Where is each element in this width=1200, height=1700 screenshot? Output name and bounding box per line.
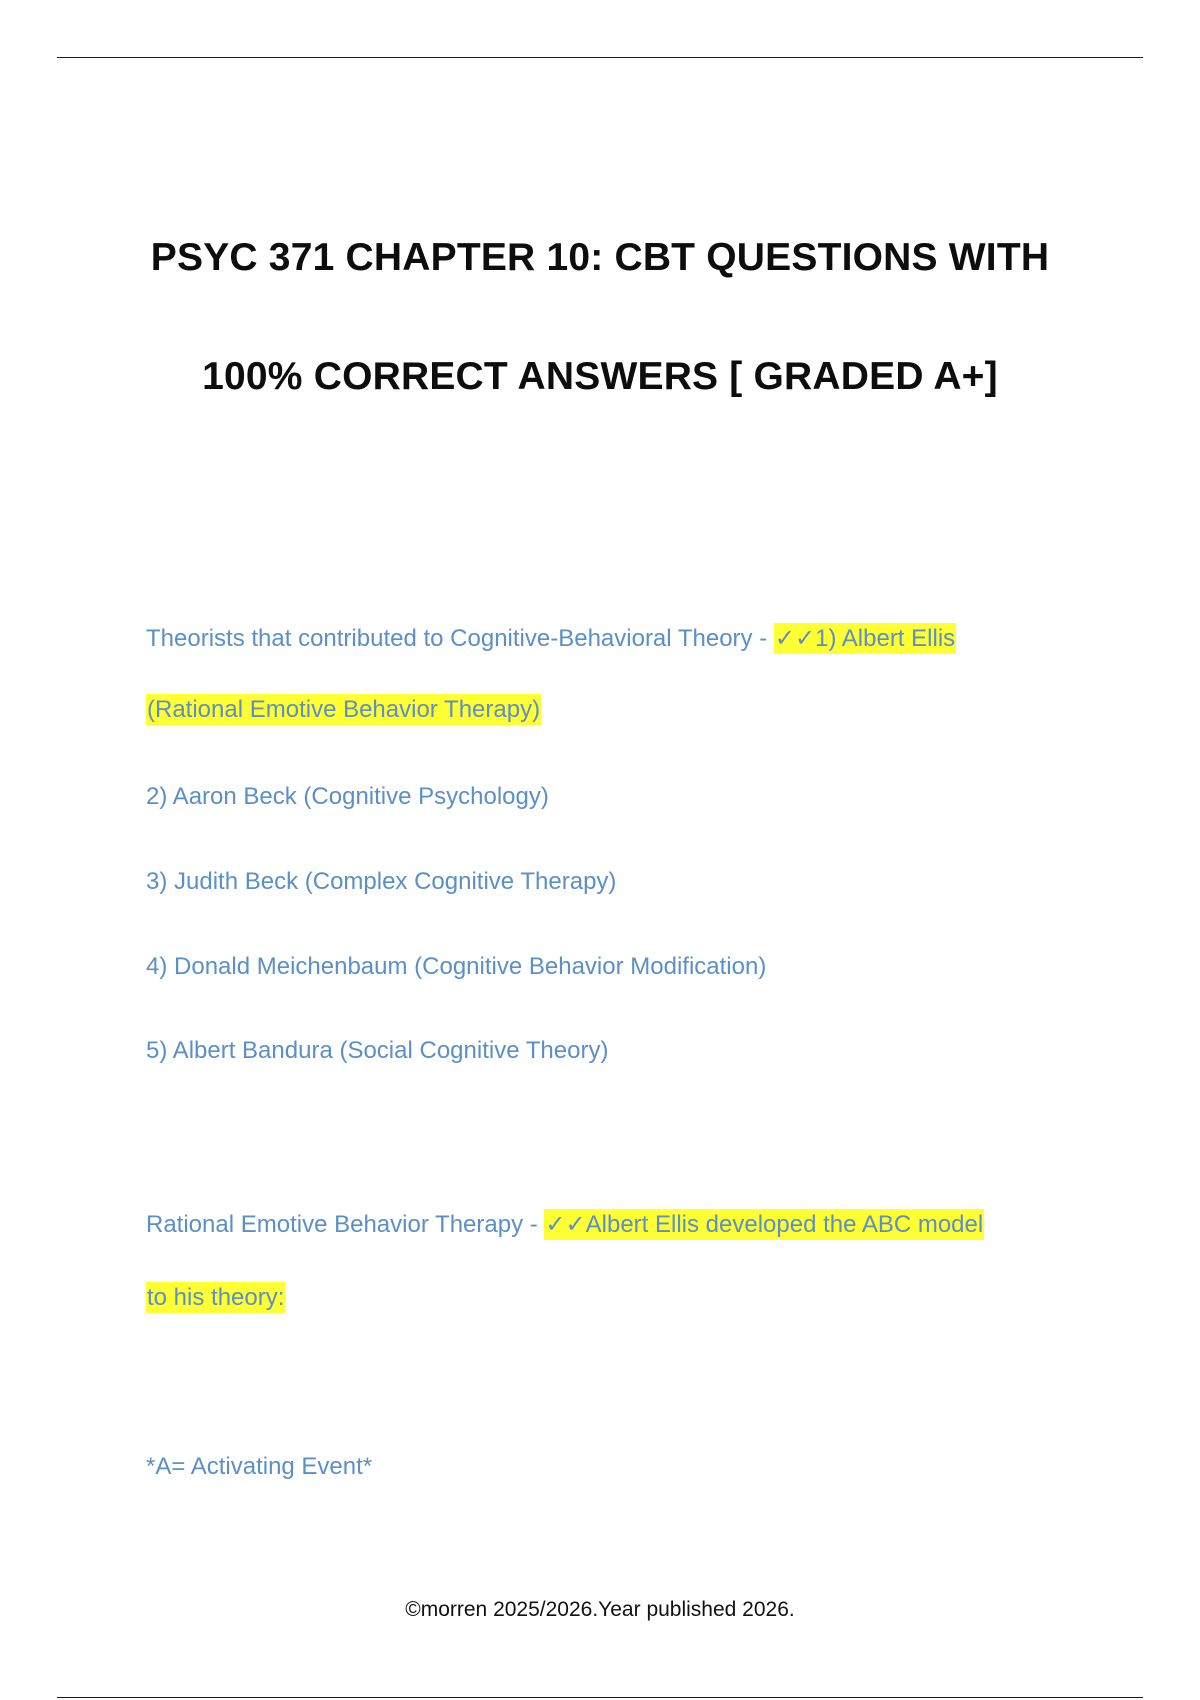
list-item: 2) Aaron Beck (Cognitive Psychology) [146,783,549,810]
question-1-answer-line-2: (Rational Emotive Behavior Therapy) [147,696,541,723]
question-2-prompt: Rational Emotive Behavior Therapy - [146,1211,545,1238]
question-1-answer-line-1: ✓✓1) Albert Ellis [774,625,956,652]
list-item: *A= Activating Event* [146,1453,373,1480]
copyright-footer: ©morren 2025/2026.Year published 2026. [405,1598,795,1621]
bottom-rule [57,1697,1143,1698]
question-1-prompt: Theorists that contributed to Cognitive-Behavioral Theory - [146,625,774,652]
document-title-line-1: PSYC 371 CHAPTER 10: CBT QUESTIONS WITH [150,236,1050,279]
top-rule [57,57,1143,58]
document-title-line-2: 100% CORRECT ANSWERS [ GRADED A+] [202,355,998,398]
question-2-answer-continuation [146,1281,285,1315]
question-2-line [146,1208,984,1242]
list-item: 5) Albert Bandura (Social Cognitive Theory) [146,1037,609,1064]
question-1-answer-continuation [146,693,541,727]
question-2-answer-line-1: ✓✓Albert Ellis developed the ABC model [545,1211,984,1238]
question-1-line [146,622,956,656]
question-2-answer-line-2: to his theory: [147,1284,285,1311]
list-item: 3) Judith Beck (Complex Cognitive Therapy) [146,868,617,895]
list-item: 4) Donald Meichenbaum (Cognitive Behavior Modification) [146,953,767,980]
